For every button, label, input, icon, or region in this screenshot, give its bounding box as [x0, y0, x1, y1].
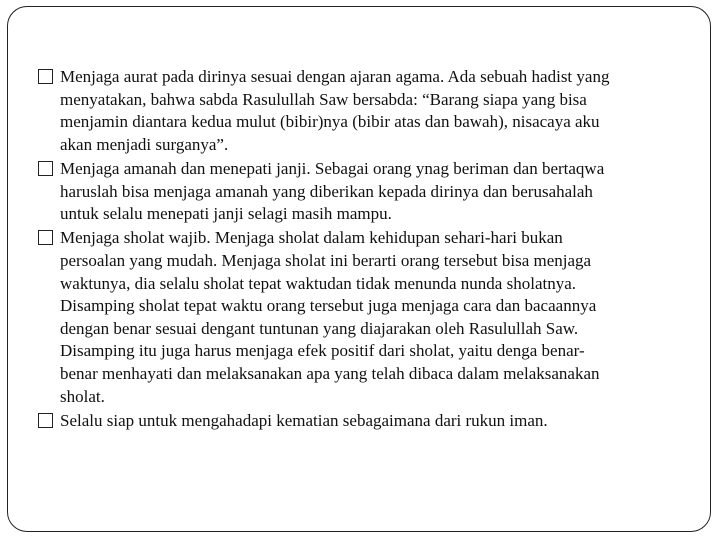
bullet-text-line: haruslah bisa menjaga amanah yang diberikan kepada dirinya dan berusahalah: [60, 181, 593, 201]
bullet-text-line: persoalan yang mudah. Menjaga sholat ini berarti orang tersebut bisa menjaga: [60, 250, 592, 270]
bullet-text-line: Menjaga aurat pada dirinya sesuai dengan ajaran agama. Ada sebuah hadist yang: [60, 67, 610, 86]
bullet-list: [38, 66, 688, 434]
bullet-text-line: dengan benar sesuai dengant tuntunan yang diajarakan oleh Rasulullah Saw.: [60, 318, 579, 338]
bullet-text-line: sholat.: [60, 386, 105, 406]
bullet-text-line: Disamping sholat tepat waktu orang tersebut juga menjaga cara dan bacaannya: [60, 296, 597, 316]
bullet-text-line: Selalu siap untuk mengahadapi kematian sebagaimana dari rukun iman.: [60, 410, 548, 430]
bullet-text-line: menyatakan, bahwa sabda Rasulullah Saw bersabda: “Barang siapa yang bisa: [60, 89, 587, 109]
bullet-text-line: untuk selalu menepati janji selagi masih mampu.: [60, 204, 392, 224]
bullet-item: [38, 410, 688, 433]
checkbox-icon: [38, 230, 53, 245]
bullet-text-line: Menjaga sholat wajib. Menjaga sholat dalam kehidupan sehari-hari bukan: [60, 228, 563, 248]
bullet-text-line: waktunya, dia selalu sholat tepat waktudan tidak menunda nunda sholatnya.: [60, 273, 577, 293]
bullet-item: [38, 158, 688, 226]
bullet-text-line: akan menjadi surganya”.: [60, 134, 229, 154]
bullet-text-line: menjamin diantara kedua mulut (bibir)nya (bibir atas dan bawah), nisacaya aku: [60, 112, 600, 132]
bullet-text-line: Disamping itu juga harus menjaga efek positif dari sholat, yaitu denga benar-: [60, 341, 585, 361]
checkbox-icon: [38, 69, 53, 84]
checkbox-icon: [38, 161, 53, 176]
bullet-text-line: Menjaga amanah dan menepati janji. Sebagai orang ynag beriman dan bertaqwa: [60, 158, 605, 178]
bullet-item: [38, 227, 688, 408]
bullet-text-line: benar menhayati dan melaksanakan apa yang telah dibaca dalam melaksanakan: [60, 363, 600, 383]
checkbox-icon: [38, 413, 53, 428]
bullet-item: [38, 66, 688, 156]
